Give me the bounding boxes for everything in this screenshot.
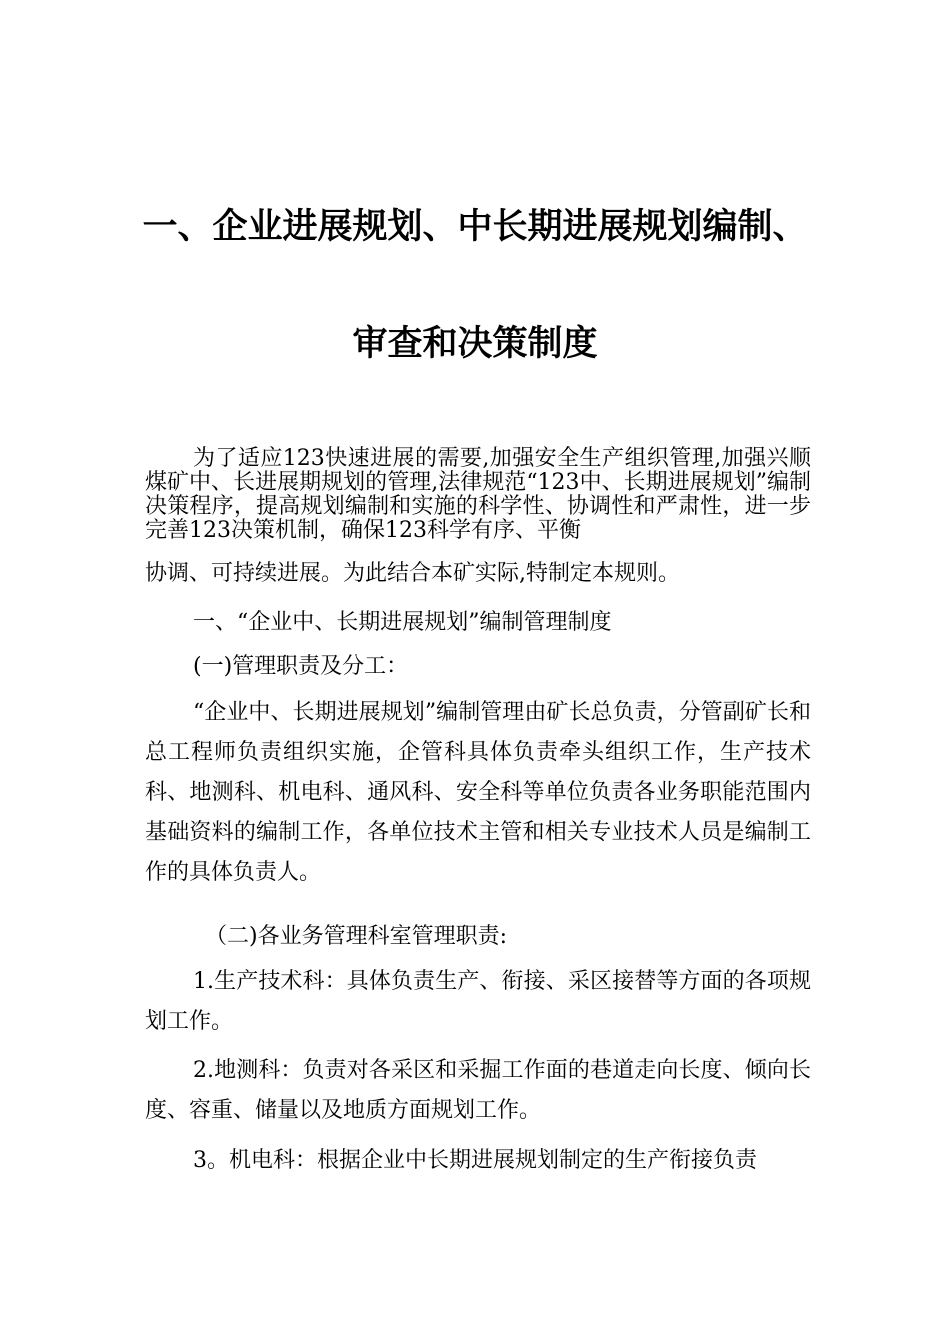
list-item-3: 3。机电科：根据企业中长期进展规划制定的生产衔接负责 — [193, 1148, 757, 1173]
document-title-line-2: 审查和决策制度 — [352, 324, 598, 364]
list-item-1: 1.生产技术科：具体负责生产、衔接、采区接替等方面的各项规划工作。 — [145, 969, 811, 1034]
document-title-line-1: 一、企业进展规划、中长期进展规划编制、 — [142, 207, 808, 247]
intro-paragraph-last-line: 协调、可持续进展。为此结合本矿实际,特制定本规则。 — [145, 561, 680, 586]
subsection-1-body: “企业中、长期进展规划”编制管理由矿长总负责，分管副矿长和总工程师负责组织实施，企管科具体负责牵头组织工作，生产技术科、地测科、机电科、通风科、安全科等单位负责各业务职能范围内基础资料的编制工作，各单位技术主管和相关专业技术人员是编制工作的具体负责人。 — [145, 700, 811, 885]
subsection-1-heading: (一)管理职责及分工： — [193, 654, 409, 679]
list-item-2: 2.地测科：负责对各采区和采掘工作面的巷道走向长度、倾向长度、容重、储量以及地质方面规划工作。 — [145, 1058, 811, 1123]
subsection-2-heading: （二)各业务管理科室管理职责: — [205, 924, 507, 949]
section-1-heading: 一、“企业中、长期进展规划”编制管理制度 — [193, 610, 612, 635]
intro-paragraph: 为了适应123快速进展的需要,加强安全生产组织管理,加强兴顺煤矿中、长进展期规划的管理,法律规范“123中、长期进展规划”编制决策程序，提高规划编制和实施的科学性、协调性和严肃性，进一步完善123决策机制，确保123科学有序、平衡 — [145, 446, 811, 543]
